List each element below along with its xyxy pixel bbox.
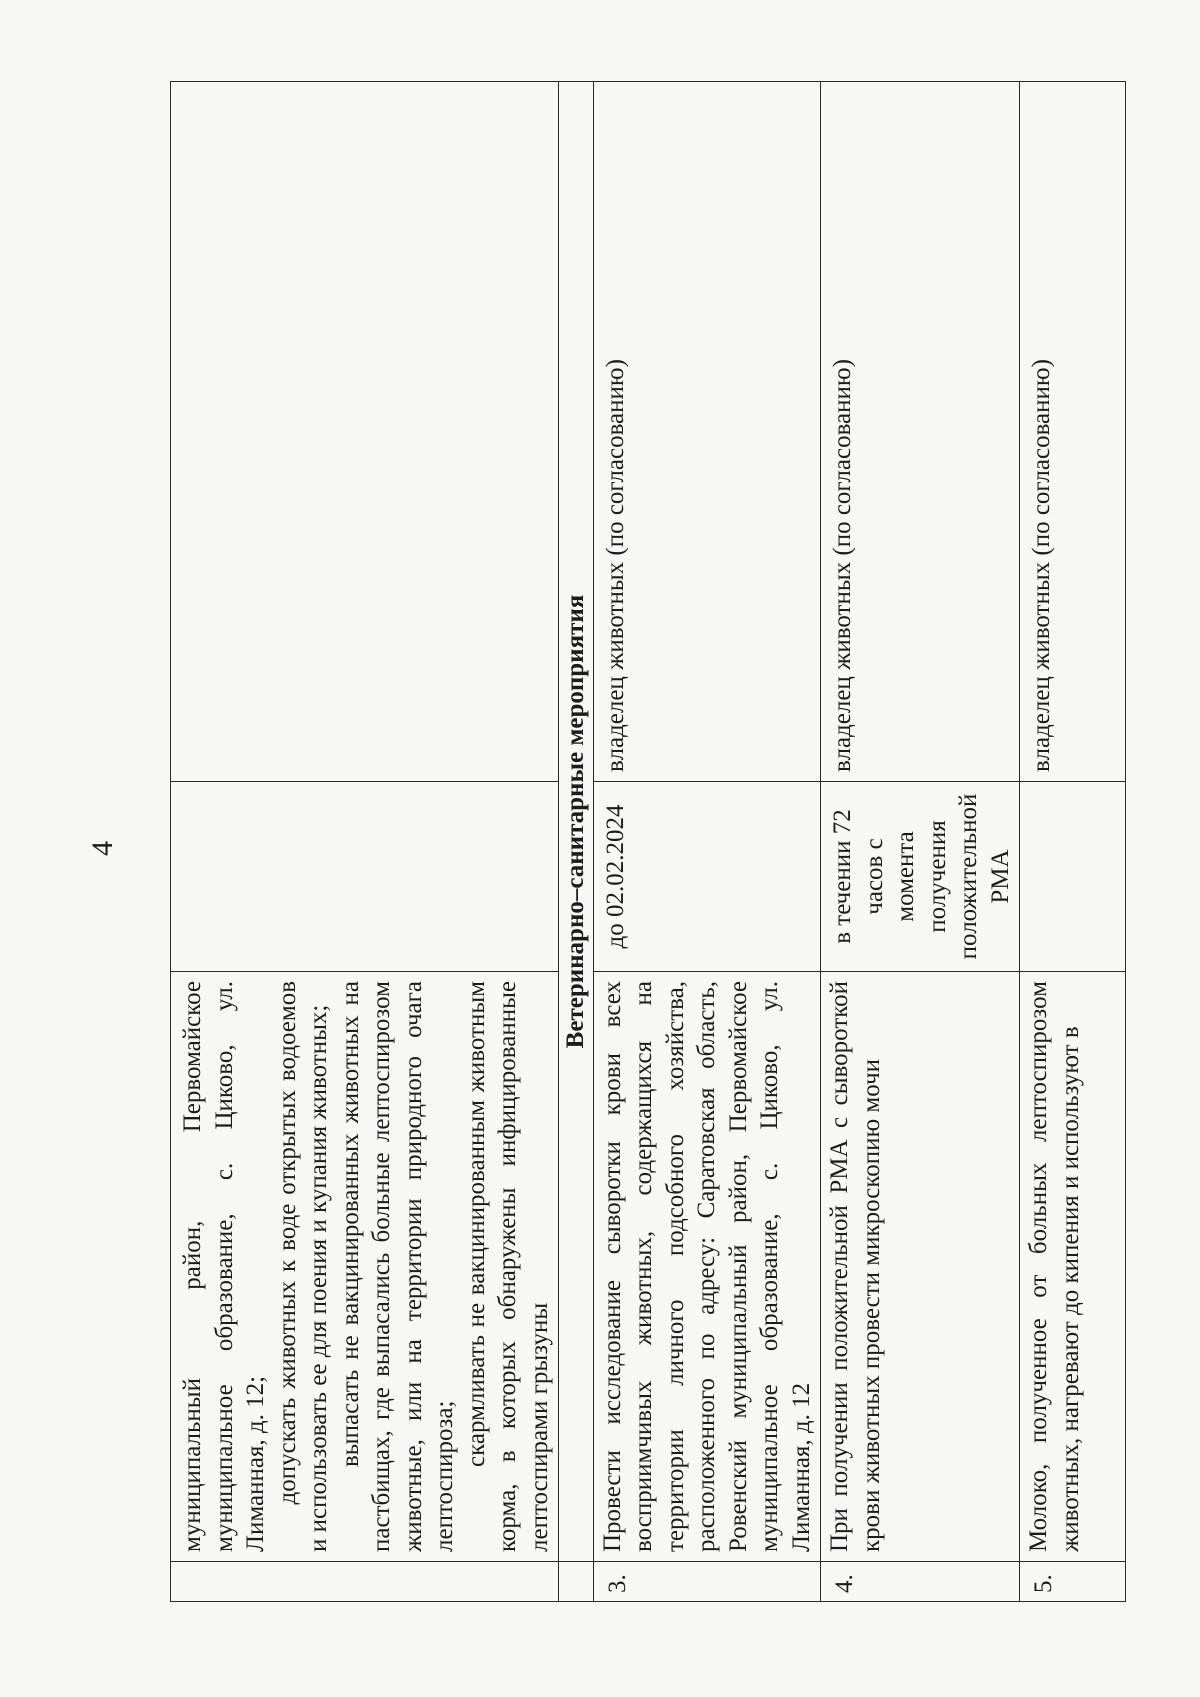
measure-text-line: допускать животных к воде открытых водоемов и использовать ее для поения и купания животных; [273, 981, 332, 1552]
period-text: до 02.02.2024 [593, 782, 821, 972]
measure-cell [171, 972, 559, 1562]
period-text [1020, 782, 1126, 972]
responsible-text: владелец животных (по согласованию) [821, 82, 1020, 782]
page-number: 4 [86, 841, 119, 856]
row-number-cell [559, 1562, 594, 1602]
row-number: 4. [821, 1562, 1020, 1602]
responsible-text: владелец животных (по согласованию) [593, 82, 821, 782]
row-number-cell [171, 1562, 559, 1602]
measure-text: При получении положительной РМА с сывороткой крови животных провести микроскопию мочи [821, 972, 1020, 1562]
responsible-text: владелец животных (по согласованию) [1020, 82, 1126, 782]
period-cell [171, 782, 559, 972]
measures-table [170, 81, 1126, 1602]
measure-text: Молоко, полученное от больных лептоспирозом животных, нагревают до кипения и используют в [1020, 972, 1126, 1562]
period-text: в течении 72 часов с момента получения положительной РМА [821, 782, 1020, 972]
section-header-row [559, 82, 594, 1602]
table-row [593, 82, 821, 1602]
measure-text-line: выпасать не вакцинированных животных на пастбищах, где выпасались больные лептоспирозом животные, или на территории природного очага лептоспироза; [336, 981, 458, 1552]
measure-text: Провести исследование сыворотки крови всех восприимчивых животных, содержащихся на территории личного подсобного хозяйства, расположенного по адресу: Саратовская область, Ровенский муниципальный район, Первомайское муниципальное образование, с. Циково, ул. Лиманная, д. 12 [593, 972, 821, 1562]
row-number: 3. [593, 1562, 821, 1602]
section-title: Ветеринарно–санитарные мероприятия [559, 82, 594, 1562]
responsible-cell [171, 82, 559, 782]
table-row [1020, 82, 1126, 1602]
measure-text-line: муниципальный район, Первомайское муниципальное образование, с. Циково, ул. Лиманная, д. 12; [179, 981, 269, 1552]
measure-text-line: скармливать не вакцинированным животным корма, в которых обнаружены инфицированные лептоспирами грызуны [462, 981, 553, 1552]
table-row [171, 82, 559, 1602]
row-number: 5. [1020, 1562, 1126, 1602]
table-row [821, 82, 1020, 1602]
